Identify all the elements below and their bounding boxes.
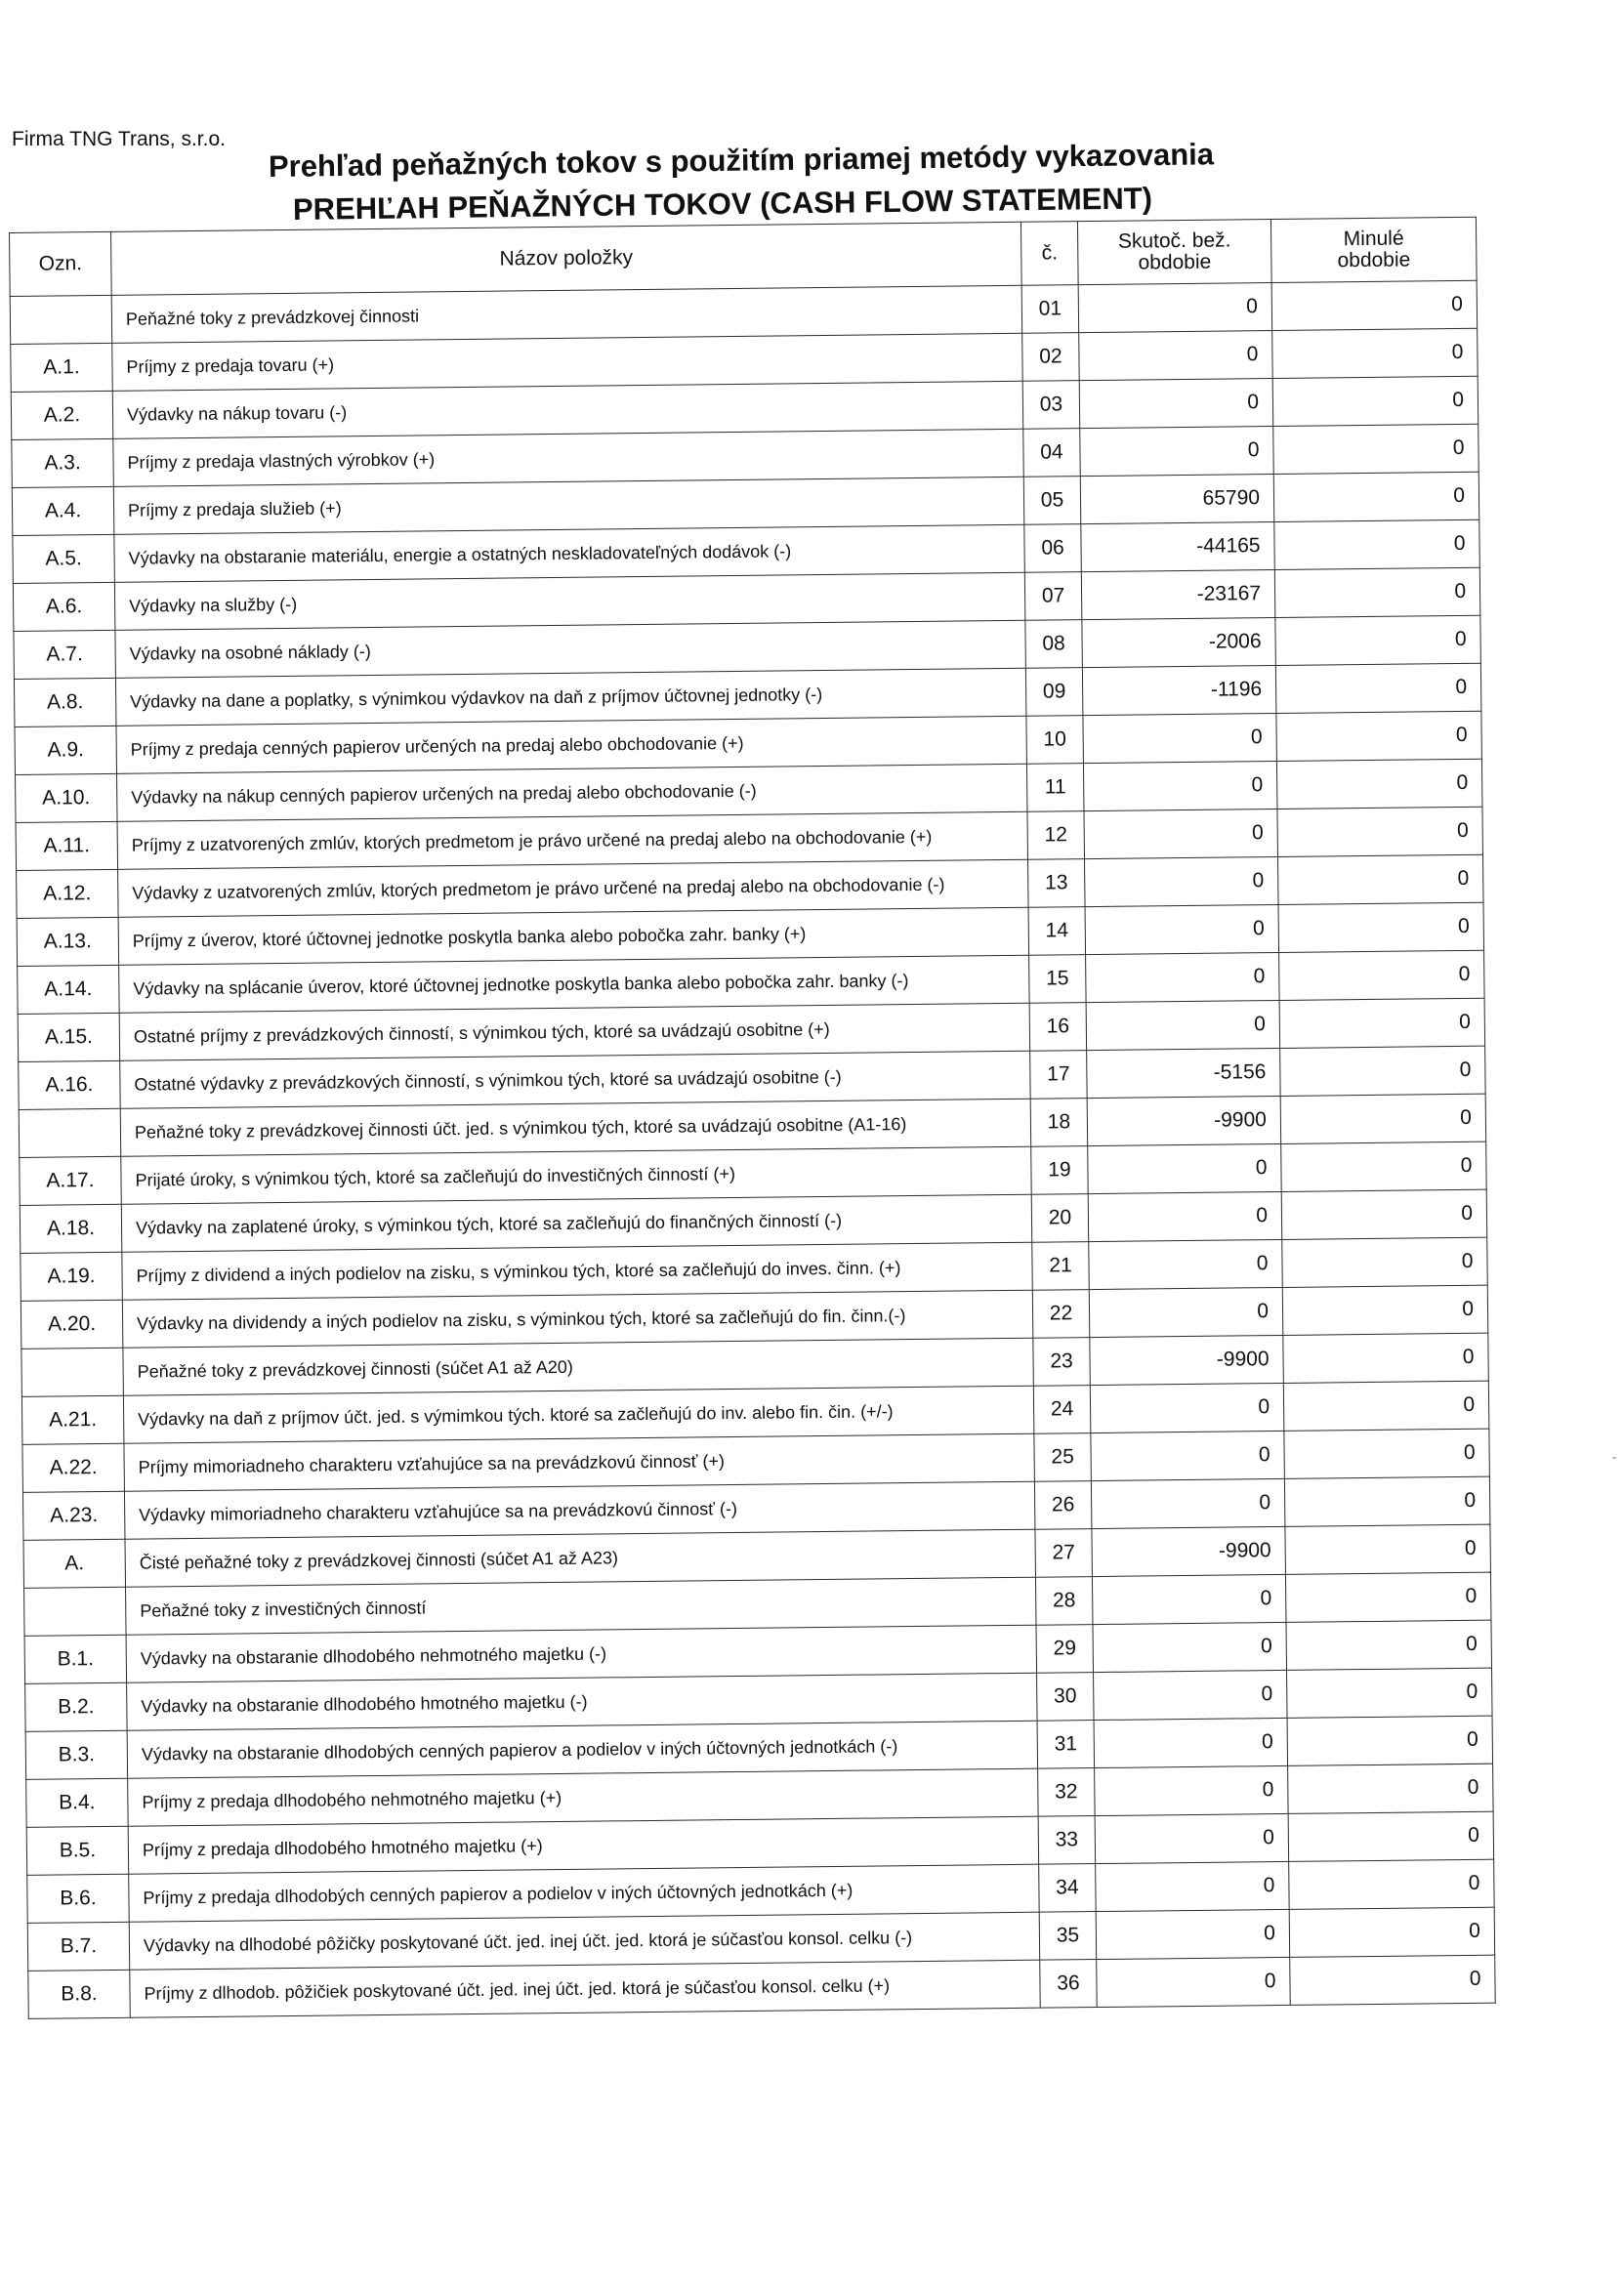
- document-title: Prehľad peňažných tokov s použitím priamej metódy vykazovania: [268, 137, 1215, 184]
- row-designation: A.7.: [14, 630, 116, 679]
- row-previous-period-value: 0: [1274, 519, 1480, 569]
- row-item-name: Výdavky na daň z príjmov účt. jed. s výmimkou tých. ktoré sa začleňujú do inv. alebo fin. čin. (+/-): [123, 1386, 1033, 1443]
- row-previous-period-value: 0: [1280, 1046, 1486, 1096]
- row-current-period-value: 0: [1088, 1191, 1282, 1241]
- row-previous-period-value: 0: [1289, 1907, 1495, 1957]
- row-designation: A.9.: [15, 726, 117, 774]
- row-number: 30: [1037, 1673, 1095, 1722]
- cash-flow-table: [9, 217, 1496, 2019]
- row-designation: B.2.: [25, 1682, 128, 1731]
- row-number: 28: [1035, 1577, 1093, 1626]
- row-previous-period-value: 0: [1287, 1668, 1493, 1718]
- row-designation: A.8.: [14, 678, 116, 726]
- row-previous-period-value: 0: [1285, 1572, 1491, 1622]
- row-previous-period-value: 0: [1281, 1189, 1487, 1239]
- row-designation: A.10.: [16, 773, 118, 822]
- row-designation: A.13.: [17, 917, 119, 966]
- row-current-period-value: -1196: [1082, 665, 1276, 715]
- row-designation: B.1.: [24, 1635, 127, 1683]
- row-previous-period-value: 0: [1279, 998, 1485, 1048]
- row-previous-period-value: 0: [1281, 1142, 1487, 1191]
- row-current-period-value: 0: [1080, 427, 1274, 477]
- row-current-period-value: 0: [1086, 952, 1280, 1002]
- row-designation: B.7.: [27, 1922, 130, 1971]
- row-designation: B.4.: [26, 1778, 129, 1827]
- row-previous-period-value: 0: [1271, 280, 1478, 330]
- header-current-period-line2: obdobie: [1138, 250, 1212, 274]
- row-item-name: Výdavky na dane a poplatky, s výnimkou výdavkov na daň z príjmov účtovnej jednotky (-): [115, 668, 1025, 726]
- row-designation: A.5.: [13, 534, 115, 583]
- row-item-name: Príjmy z úverov, ktoré účtovnej jednotke poskytla banka alebo pobočka zahr. banky (+): [118, 907, 1028, 965]
- row-number: 06: [1024, 524, 1082, 573]
- row-number: 03: [1022, 381, 1080, 430]
- row-designation: A.12.: [17, 869, 119, 918]
- row-designation: A.16.: [19, 1060, 121, 1109]
- row-current-period-value: 0: [1090, 1383, 1284, 1432]
- row-item-name: Výdavky mimoriadneho charakteru vzťahujúce sa na prevádzkovú činnosť (-): [124, 1481, 1034, 1539]
- row-previous-period-value: 0: [1283, 1333, 1489, 1383]
- row-current-period-value: 0: [1078, 283, 1272, 333]
- row-designation: B.6.: [27, 1874, 130, 1923]
- row-designation: A.6.: [13, 582, 115, 631]
- header-previous-period: [1270, 217, 1477, 282]
- row-previous-period-value: 0: [1282, 1237, 1488, 1287]
- row-current-period-value: 0: [1083, 761, 1277, 810]
- row-designation: A.19.: [21, 1252, 123, 1301]
- row-current-period-value: 0: [1094, 1718, 1288, 1767]
- row-item-name: Príjmy z predaja vlastných výrobkov (+): [113, 429, 1023, 486]
- row-number: 26: [1034, 1481, 1092, 1530]
- row-current-period-value: 0: [1079, 379, 1273, 429]
- row-current-period-value: 0: [1096, 1861, 1290, 1911]
- row-item-name: Príjmy z dlhodob. pôžičiek poskytované účt. jed. inej účt. jed. ktorá je súčasťou konsol. celku (+): [130, 1960, 1040, 2017]
- row-item-name: Príjmy mimoriadneho charakteru vzťahujúce sa na prevádzkovú činnosť (+): [124, 1433, 1034, 1491]
- row-current-period-value: 0: [1097, 1957, 1291, 2007]
- row-designation: A.18.: [20, 1204, 122, 1253]
- row-previous-period-value: 0: [1280, 1094, 1486, 1143]
- row-item-name: Príjmy z dividend a iných podielov na zisku, s výminkou tých, ktoré sa začleňujú do inves. činn. (+): [122, 1242, 1032, 1300]
- header-previous-period-line1: Minulé: [1343, 227, 1404, 251]
- row-number: 08: [1025, 620, 1083, 669]
- row-number: 36: [1040, 1960, 1098, 2009]
- row-number: 12: [1027, 811, 1085, 860]
- header-number: č.: [1020, 222, 1078, 286]
- row-designation: [24, 1587, 127, 1636]
- row-current-period-value: -9900: [1087, 1096, 1281, 1145]
- row-number: 35: [1039, 1912, 1097, 1961]
- row-previous-period-value: 0: [1285, 1524, 1491, 1574]
- row-number: 20: [1031, 1194, 1089, 1243]
- scan-speck: [1612, 1457, 1616, 1459]
- row-number: 04: [1023, 429, 1081, 477]
- row-previous-period-value: 0: [1279, 950, 1485, 1000]
- row-current-period-value: 0: [1085, 856, 1279, 906]
- row-previous-period-value: 0: [1277, 854, 1483, 904]
- document-subtitle: PREHĽAH PEŇAŽNÝCH TOKOV (CASH FLOW STATEMENT): [292, 181, 1153, 227]
- row-designation: A.15.: [18, 1013, 120, 1061]
- row-item-name: Výdavky na obstaranie dlhodobého hmotného majetku (-): [127, 1673, 1037, 1730]
- row-item-name: Výdavky na obstaranie dlhodobých cenných papierov a podielov v iných účtovných jednotkách (-): [127, 1721, 1037, 1778]
- row-previous-period-value: 0: [1288, 1764, 1494, 1813]
- row-current-period-value: 0: [1084, 809, 1278, 858]
- row-previous-period-value: 0: [1274, 567, 1480, 617]
- row-previous-period-value: 0: [1278, 902, 1484, 952]
- row-current-period-value: -5156: [1087, 1048, 1281, 1098]
- row-number: 11: [1026, 764, 1084, 812]
- row-current-period-value: 0: [1089, 1239, 1283, 1289]
- row-item-name: Príjmy z predaja dlhodobých cenných papierov a podielov v iných účtovných jednotkách (+): [129, 1864, 1039, 1922]
- row-previous-period-value: 0: [1277, 807, 1483, 856]
- row-previous-period-value: 0: [1284, 1476, 1490, 1526]
- row-previous-period-value: 0: [1287, 1716, 1493, 1765]
- header-current-period-line1: Skutoč. bež.: [1117, 228, 1231, 253]
- row-item-name: Výdavky na dividendy a iných podielov na zisku, s výminkou tých, ktoré sa začleňujú do fin. činn.(-): [122, 1290, 1032, 1348]
- row-designation: A.22.: [22, 1443, 125, 1492]
- row-item-name: Príjmy z uzatvorených zmlúv, ktorých predmetom je právo určené na predaj alebo na obchodovanie (+): [117, 811, 1027, 869]
- row-current-period-value: 0: [1083, 713, 1277, 763]
- row-current-period-value: 0: [1086, 1000, 1280, 1050]
- row-designation: [10, 295, 112, 344]
- row-current-period-value: 0: [1095, 1765, 1289, 1815]
- row-number: 10: [1026, 716, 1084, 765]
- row-current-period-value: 0: [1096, 1909, 1290, 1959]
- row-designation: A.: [23, 1539, 126, 1588]
- row-item-name: Výdavky na nákup cenných papierov určených na predaj alebo obchodovanie (-): [117, 764, 1027, 821]
- row-item-name: Peňažné toky z investičných činností: [126, 1577, 1036, 1635]
- row-previous-period-value: 0: [1273, 472, 1479, 521]
- row-number: 23: [1033, 1338, 1091, 1387]
- row-item-name: Ostatné príjmy z prevádzkových činností, s výnimkou tých, ktoré sa uvádzajú osobitne (+): [119, 1003, 1029, 1060]
- row-previous-period-value: 0: [1288, 1811, 1494, 1861]
- row-previous-period-value: 0: [1272, 328, 1478, 378]
- header-current-period: [1077, 220, 1271, 285]
- row-item-name: Výdavky na nákup tovaru (-): [112, 381, 1022, 438]
- row-designation: A.17.: [20, 1156, 122, 1205]
- row-previous-period-value: 0: [1276, 759, 1482, 809]
- row-number: 09: [1025, 668, 1083, 717]
- row-number: 18: [1030, 1099, 1088, 1147]
- row-previous-period-value: 0: [1284, 1429, 1490, 1478]
- row-designation: A.1.: [11, 343, 113, 392]
- row-current-period-value: 0: [1089, 1287, 1283, 1337]
- row-previous-period-value: 0: [1276, 711, 1482, 761]
- row-designation: [19, 1108, 121, 1157]
- row-number: 24: [1033, 1386, 1091, 1434]
- row-previous-period-value: 0: [1275, 615, 1481, 665]
- row-number: 01: [1021, 285, 1079, 334]
- row-designation: A.11.: [16, 821, 118, 870]
- row-item-name: Čisté peňažné toky z prevádzkovej činnosti (súčet A1 až A23): [125, 1529, 1035, 1587]
- row-number: 32: [1038, 1768, 1096, 1817]
- row-current-period-value: 0: [1092, 1574, 1286, 1624]
- row-number: 21: [1032, 1242, 1090, 1291]
- row-current-period-value: -2006: [1082, 617, 1276, 667]
- row-current-period-value: 0: [1093, 1622, 1287, 1672]
- row-item-name: Príjmy z predaja dlhodobého nehmotného majetku (+): [128, 1768, 1038, 1826]
- row-designation: B.3.: [25, 1730, 128, 1779]
- row-current-period-value: 0: [1079, 331, 1273, 381]
- row-previous-period-value: 0: [1283, 1381, 1489, 1431]
- header-ozn: Ozn.: [10, 231, 112, 296]
- row-designation: A.20.: [21, 1300, 123, 1349]
- row-item-name: Príjmy z predaja cenných papierov určených na predaj alebo obchodovanie (+): [116, 716, 1026, 773]
- row-current-period-value: -9900: [1090, 1335, 1284, 1385]
- row-number: 05: [1023, 477, 1081, 525]
- row-item-name: Výdavky na zaplatené úroky, s výminkou tých, ktoré sa začleňujú do finančných činností (-): [121, 1194, 1031, 1252]
- row-item-name: Peňažné toky z prevádzkovej činnosti (súčet A1 až A20): [123, 1338, 1033, 1395]
- row-number: 31: [1037, 1721, 1095, 1769]
- row-item-name: Výdavky na služby (-): [114, 572, 1024, 630]
- row-designation: B.5.: [26, 1826, 129, 1875]
- row-item-name: Výdavky na dlhodobé pôžičky poskytované účt. jed. inej účt. jed. ktorá je súčasťou konsol. celku (-): [129, 1912, 1039, 1970]
- row-item-name: Prijaté úroky, s výnimkou tých, ktoré sa začleňujú do investičných činností (+): [121, 1146, 1031, 1204]
- row-number: 16: [1029, 1003, 1087, 1052]
- row-designation: A.3.: [12, 438, 114, 487]
- row-item-name: Výdavky na osobné náklady (-): [115, 620, 1025, 678]
- row-number: 14: [1028, 907, 1086, 956]
- header-previous-period-line2: obdobie: [1337, 248, 1411, 272]
- row-previous-period-value: 0: [1275, 663, 1481, 713]
- row-item-name: Príjmy z predaja dlhodobého hmotného majetku (+): [128, 1816, 1038, 1874]
- row-number: 29: [1036, 1625, 1094, 1674]
- row-designation: A.21.: [21, 1395, 124, 1444]
- row-item-name: Výdavky z uzatvorených zmlúv, ktorých predmetom je právo určené na predaj alebo na obchodovanie (-): [118, 859, 1028, 917]
- row-item-name: Príjmy z predaja tovaru (+): [112, 333, 1022, 391]
- row-item-name: Výdavky na splácanie úverov, ktoré účtovnej jednotke poskytla banka alebo pobočka zahr. banky (-): [119, 955, 1029, 1013]
- row-number: 17: [1030, 1051, 1088, 1100]
- row-current-period-value: -23167: [1081, 569, 1275, 619]
- row-previous-period-value: 0: [1272, 376, 1478, 426]
- row-previous-period-value: 0: [1286, 1620, 1492, 1670]
- row-number: 25: [1034, 1433, 1092, 1482]
- row-designation: B.8.: [28, 1970, 131, 2018]
- row-previous-period-value: 0: [1290, 1955, 1496, 2005]
- row-current-period-value: -44165: [1081, 521, 1275, 571]
- row-item-name: Výdavky na obstaranie dlhodobého nehmotného majetku (-): [126, 1625, 1036, 1682]
- row-current-period-value: 0: [1088, 1143, 1282, 1193]
- row-number: 15: [1029, 955, 1087, 1004]
- table-body: [10, 280, 1495, 2018]
- row-previous-period-value: 0: [1273, 424, 1479, 474]
- row-number: 22: [1032, 1290, 1090, 1339]
- row-item-name: Ostatné výdavky z prevádzkových činností, s výnimkou tých, ktoré sa uvádzajú osobitne (-): [120, 1051, 1030, 1108]
- row-number: 02: [1022, 333, 1080, 382]
- cash-flow-table-wrapper: [9, 217, 1496, 2019]
- row-current-period-value: 65790: [1080, 474, 1274, 523]
- row-designation: A.23.: [22, 1491, 125, 1540]
- company-name: Firma TNG Trans, s.r.o.: [12, 128, 226, 150]
- row-previous-period-value: 0: [1282, 1285, 1488, 1335]
- row-previous-period-value: 0: [1289, 1859, 1495, 1909]
- row-number: 27: [1035, 1529, 1093, 1578]
- row-current-period-value: 0: [1085, 904, 1279, 954]
- row-designation: A.14.: [18, 965, 120, 1014]
- row-number: 19: [1031, 1146, 1089, 1195]
- row-item-name: Peňažné toky z prevádzkovej činnosti účt. jed. s výnimkou tých, ktoré sa uvádzajú osobitne (A1-16): [120, 1099, 1030, 1156]
- row-current-period-value: 0: [1094, 1670, 1288, 1720]
- row-current-period-value: 0: [1091, 1478, 1285, 1528]
- row-current-period-value: 0: [1095, 1813, 1289, 1863]
- row-current-period-value: -9900: [1092, 1526, 1286, 1576]
- row-number: 33: [1038, 1816, 1096, 1865]
- row-designation: A.4.: [12, 486, 114, 535]
- row-item-name: Výdavky na obstaranie materiálu, energie a ostatných neskladovateľných dodávok (-): [114, 524, 1024, 582]
- row-number: 13: [1028, 859, 1086, 908]
- row-item-name: Peňažné toky z prevádzkovej činnosti: [111, 285, 1021, 343]
- row-item-name: Príjmy z predaja služieb (+): [113, 477, 1023, 534]
- row-number: 34: [1039, 1864, 1097, 1913]
- row-designation: [21, 1348, 124, 1396]
- row-number: 07: [1024, 572, 1082, 621]
- row-current-period-value: 0: [1091, 1431, 1285, 1480]
- row-designation: A.2.: [11, 391, 113, 439]
- header-item-name: Názov položky: [110, 222, 1021, 295]
